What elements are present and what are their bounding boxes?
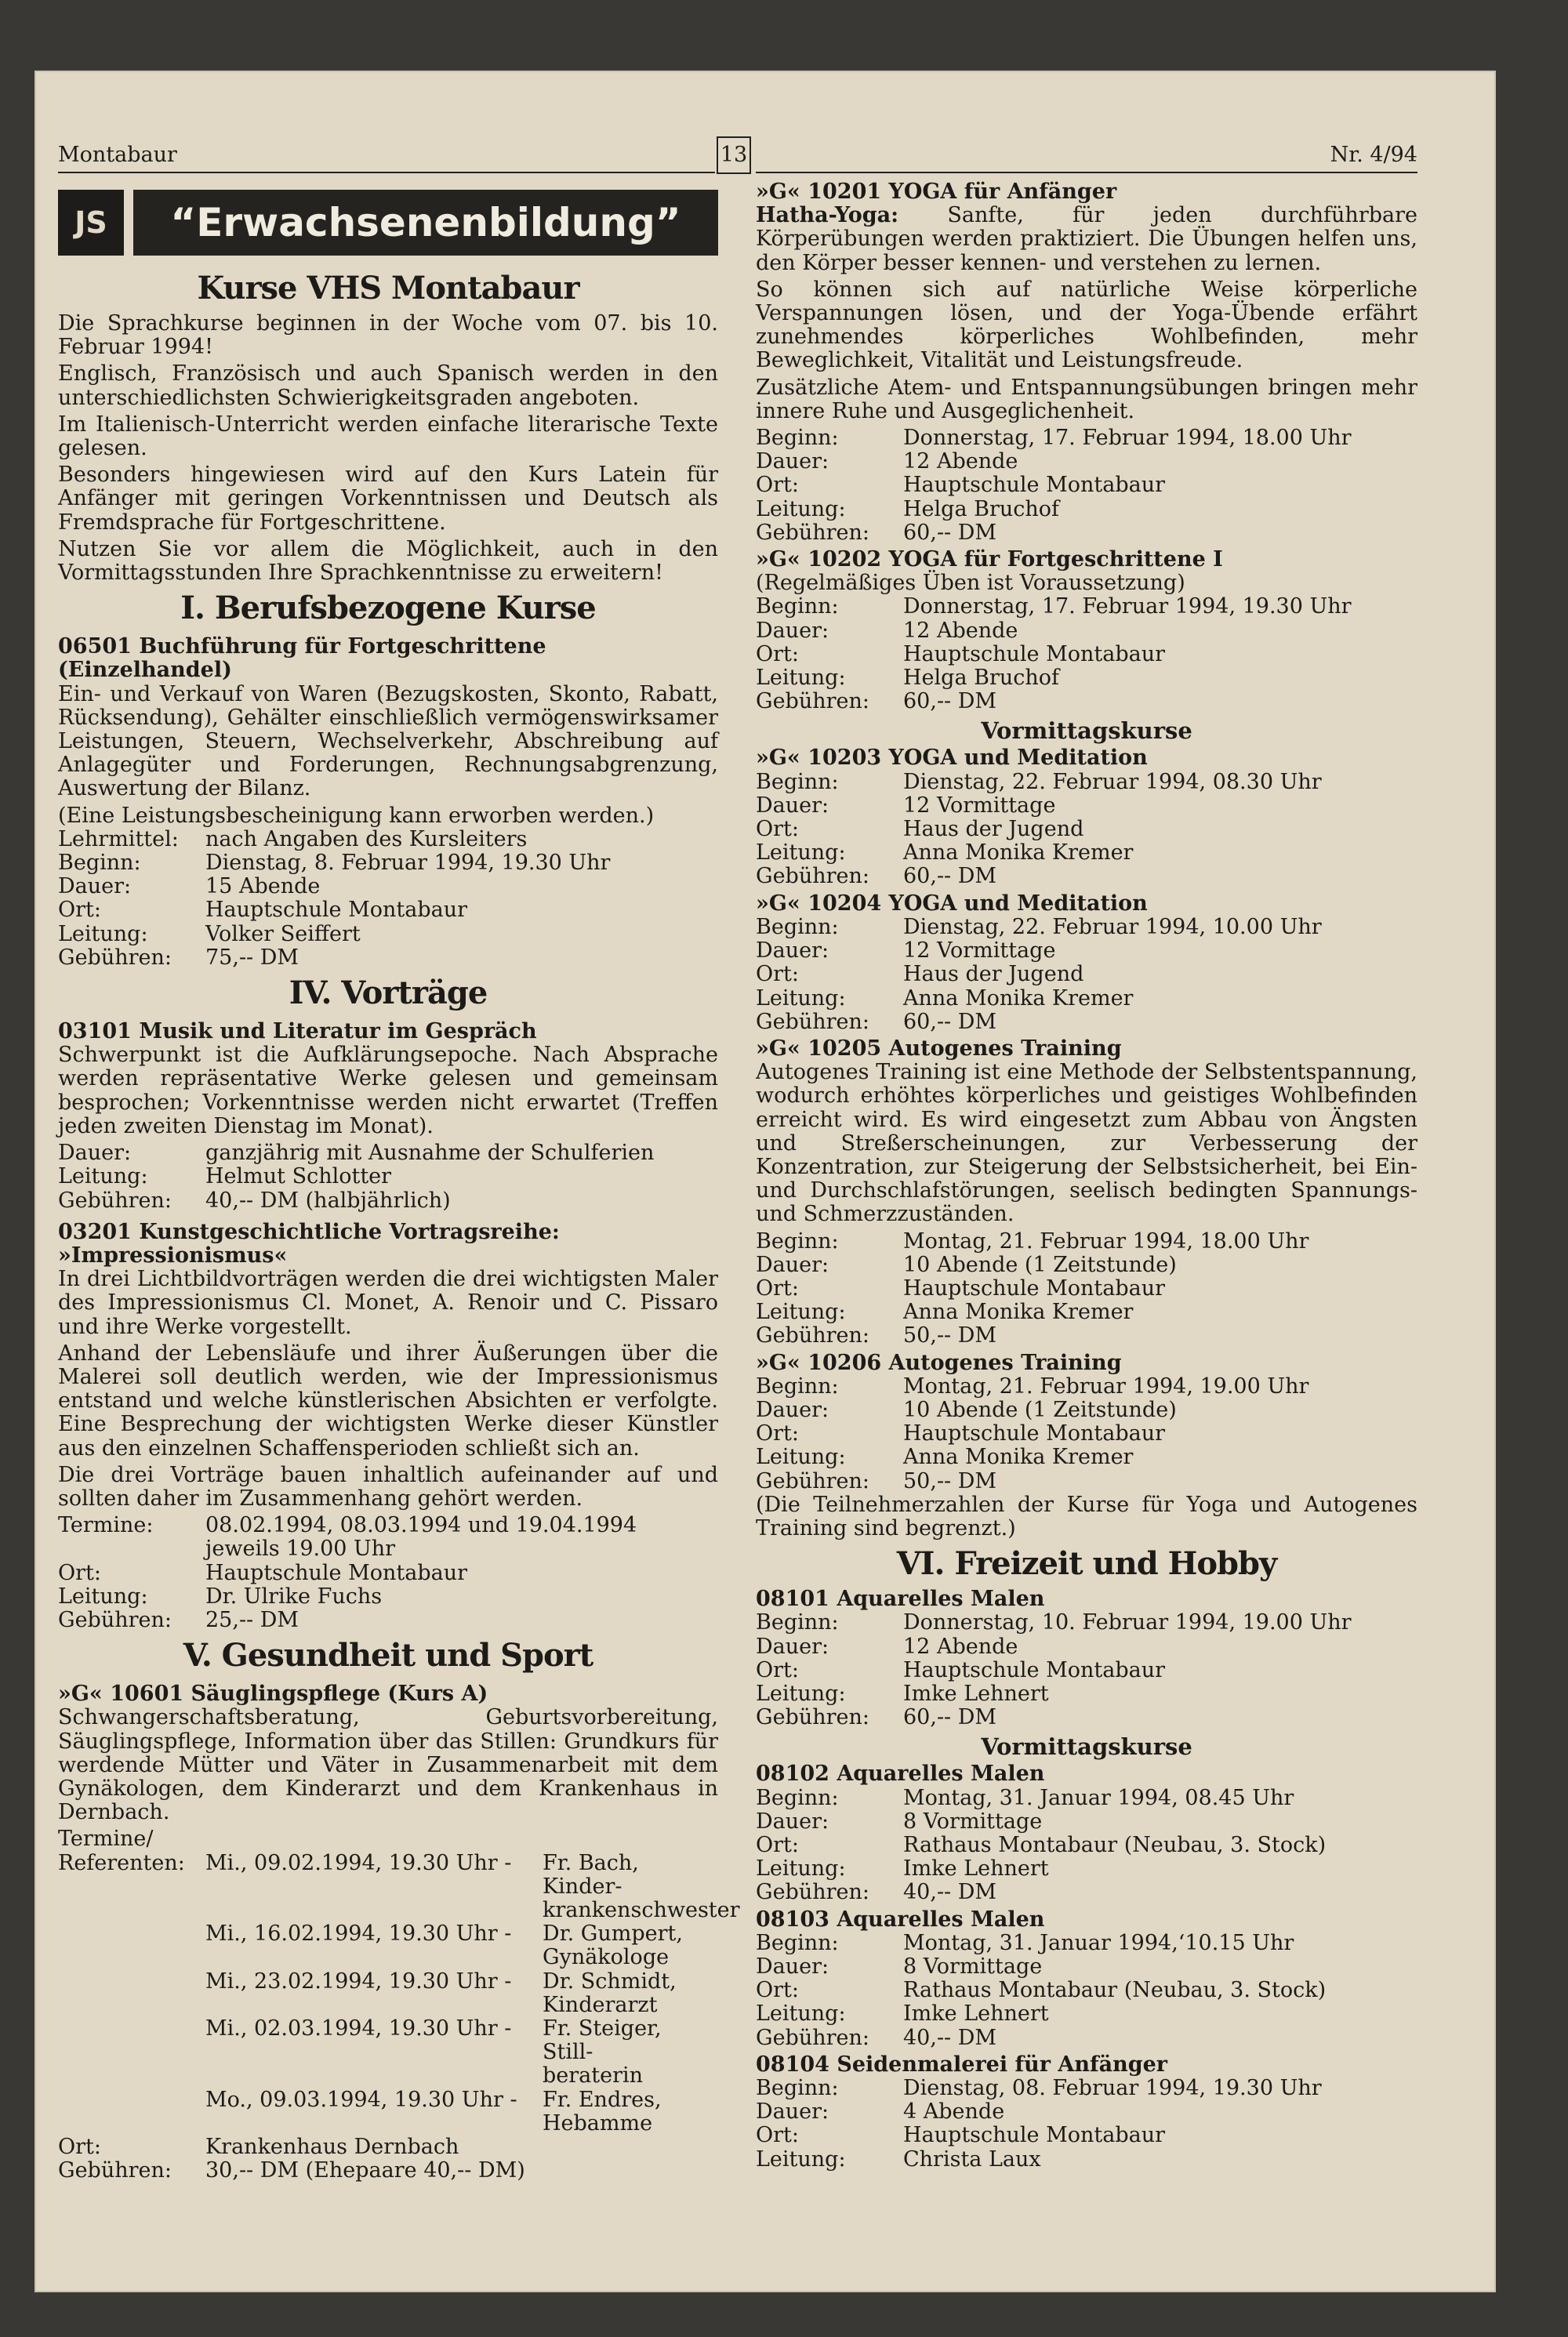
info-key: Beginn:	[756, 1610, 839, 1635]
info-row	[756, 2100, 1417, 2124]
info-key: Beginn:	[756, 769, 839, 794]
info-value: jeweils 19.00 Uhr	[205, 1537, 396, 1562]
course-description: Ein- und Verkauf von Waren (Bezugskosten, Skonto, Rabatt, Rücksendung), Gehälter einschließlich vermögenswirksamer Leistungen, Steuern, Wechselverkehr, Abschreibung auf Anlagegüter und Forderungen, Rechnungsabgrenzung, Auswertung der Bilanz.	[58, 681, 718, 801]
info-key: Gebühren:	[756, 1468, 869, 1493]
info-row	[58, 1514, 718, 1537]
info-row	[756, 1787, 1417, 1810]
info-key: Ort:	[58, 2135, 101, 2160]
info-row	[756, 1881, 1417, 1904]
info-value: nach Angaben des Kursleiters	[205, 826, 528, 851]
info-key: Gebühren:	[58, 1607, 172, 1632]
info-value: Dienstag, 8. Februar 1994, 19.30 Uhr	[205, 851, 611, 876]
schedule-speaker: Fr. Bach, Kinder-	[543, 1850, 639, 1899]
info-key: Ort:	[756, 2123, 799, 2148]
info-row	[58, 851, 718, 875]
info-key: Leitung:	[58, 921, 148, 946]
info-value: Dienstag, 08. Februar 1994, 19.30 Uhr	[903, 2076, 1322, 2101]
info-value: 12 Abende	[903, 618, 1018, 643]
info-row	[58, 2136, 718, 2159]
info-key: Dauer:	[58, 874, 132, 899]
info-row	[756, 2124, 1417, 2147]
intro-paragraph: Die Sprachkurse beginnen in der Woche vom 07. bis 10. Februar 1994!	[58, 311, 718, 360]
schedule-date: Mi., 02.03.1994, 19.30 Uhr -	[205, 2016, 512, 2041]
schedule-date: Mo., 09.03.1994, 19.30 Uhr -	[205, 2087, 517, 2112]
info-row	[58, 1141, 718, 1165]
info-row	[756, 450, 1417, 474]
info-value: 60,-- DM	[903, 864, 997, 889]
schedule-speaker-role: Hebamme	[543, 2110, 653, 2136]
info-value: Anna Monika Kremer	[903, 840, 1134, 865]
schedule-date: Mi., 09.02.1994, 19.30 Uhr -	[205, 1850, 512, 1875]
info-key: Gebühren:	[756, 864, 869, 889]
info-value: Volker Seiffert	[205, 921, 361, 946]
info-key: Gebühren:	[756, 1705, 869, 1730]
schedule-row	[58, 1994, 718, 2017]
info-key: Dauer:	[756, 938, 829, 963]
section-heading: V. Gesundheit und Sport	[183, 1637, 593, 1675]
schedule-speaker: Fr. Steiger, Still-	[543, 2016, 662, 2065]
schedule-speaker: Fr. Endres,	[543, 2087, 662, 2112]
info-value: 12 Vormittage	[903, 793, 1056, 818]
info-row	[756, 2002, 1417, 2026]
course-description-text: Sanfte, für jeden durchführbare Körperübungen werden praktiziert. Die Übungen helfen uns, den Körper besser kennen- und verstehen zu lernen.	[756, 203, 1417, 275]
info-value: 40,-- DM	[903, 2025, 997, 2050]
info-row	[756, 987, 1417, 1011]
schedule-speaker-role: Kinderarzt	[543, 1992, 658, 2017]
banner-title: “Erwachsenenbildung”	[133, 190, 718, 256]
schedule-speaker: Dr. Schmidt,	[543, 1969, 677, 1994]
info-row	[756, 666, 1417, 690]
info-key: Leitung:	[756, 2001, 846, 2027]
intro-paragraph: Englisch, Französisch und auch Spanisch werden in den unterschiedlichsten Schwierigkeitsgraden angeboten.	[58, 361, 718, 410]
course-note: (Eine Leistungsbescheinigung kann erworben werden.)	[58, 803, 655, 828]
info-key: Leitung:	[756, 1856, 846, 1882]
info-row	[58, 923, 718, 946]
info-key: Leitung:	[756, 1445, 846, 1470]
info-row	[756, 1254, 1417, 1277]
info-value: Montag, 31. Januar 1994,‘10.15 Uhr	[903, 1930, 1294, 1955]
info-row	[756, 595, 1417, 619]
info-row	[756, 916, 1417, 939]
info-value: 50,-- DM	[903, 1323, 997, 1348]
info-value: 60,-- DM	[903, 1705, 997, 1730]
info-key: Gebühren:	[756, 520, 869, 545]
info-key: Dauer:	[756, 1397, 829, 1422]
info-value: 40,-- DM (halbjährlich)	[205, 1188, 451, 1213]
info-row	[756, 1834, 1417, 1857]
info-key: Leitung:	[756, 2146, 846, 2172]
info-value: Helga Bruchof	[903, 496, 1060, 521]
course-description: Die drei Vorträge bauen inhaltlich aufeinander auf und sollten daher im Zusammenhang gehört werden.	[58, 1462, 718, 1511]
info-key: Ort:	[756, 817, 799, 842]
info-value: Haus der Jugend	[903, 817, 1084, 842]
info-key: Beginn:	[756, 1228, 839, 1254]
schedule-row	[58, 1897, 740, 1922]
info-row	[756, 1446, 1417, 1469]
info-row	[58, 2159, 718, 2183]
info-row	[58, 828, 718, 851]
course-description: In drei Lichtbildvorträgen werden die drei wichtigsten Maler des Impressionismus Cl. Monet, A. Renoir und C. Pissaro und ihre Werke vorgestellt.	[58, 1267, 718, 1339]
info-key: Dauer:	[756, 1252, 829, 1277]
info-key: Ort:	[756, 641, 799, 666]
course-title: 08101 Aquarelles Malen	[756, 1587, 1045, 1612]
info-value: 60,-- DM	[903, 689, 997, 714]
info-value: 75,-- DM	[205, 945, 299, 970]
info-row	[58, 946, 718, 970]
info-key: Ort:	[58, 1560, 101, 1585]
info-row	[756, 426, 1417, 450]
info-value: 60,-- DM	[903, 520, 997, 545]
info-row	[756, 1682, 1417, 1706]
header-rule-right	[756, 172, 1417, 173]
info-value: Anna Monika Kremer	[903, 1300, 1134, 1325]
info-row	[58, 1165, 718, 1188]
info-value: Haus der Jugend	[903, 962, 1084, 987]
info-key: Leitung:	[58, 1584, 148, 1609]
info-row	[756, 1011, 1417, 1034]
course-note: (Die Teilnehmerzahlen der Kurse für Yoga und Autogenes Training sind begrenzt.)	[756, 1492, 1417, 1540]
info-row	[756, 643, 1417, 666]
course-title: »G« 10205 Autogenes Training	[756, 1036, 1122, 1061]
info-row	[756, 2027, 1417, 2050]
info-key: Termine/	[58, 1827, 154, 1852]
info-row	[756, 1932, 1417, 1955]
schedule-speaker-role: krankenschwester	[543, 1897, 740, 1922]
info-value: Hauptschule Montabaur	[205, 898, 468, 923]
course-title: »G« 10201 YOGA für Anfänger	[756, 180, 1117, 204]
info-row	[756, 474, 1417, 497]
info-value: Dr. Ulrike Fuchs	[205, 1584, 383, 1609]
info-value: 60,-- DM	[903, 1009, 997, 1034]
info-row	[756, 1375, 1417, 1399]
info-row	[756, 1857, 1417, 1881]
right-column	[756, 180, 1417, 2172]
info-value: Imke Lehnert	[903, 1681, 1049, 1706]
info-value: 12 Abende	[903, 449, 1018, 474]
info-key: Gebühren:	[756, 1009, 869, 1034]
course-title: »G« 10601 Säuglingspflege (Kurs A)	[58, 1682, 488, 1707]
info-key: Termine:	[58, 1513, 154, 1538]
info-value: Hauptschule Montabaur	[205, 1560, 468, 1585]
course-title: »G« 10202 YOGA für Fortgeschrittene I	[756, 547, 1223, 572]
info-key: Gebühren:	[58, 2158, 172, 2183]
info-key: Beginn:	[756, 1930, 839, 1955]
info-value: ganzjährig mit Ausnahme der Schulferien	[205, 1141, 655, 1166]
info-row	[756, 1979, 1417, 2002]
course-title: »G« 10204 YOGA und Meditation	[756, 891, 1148, 916]
intro-title: Kurse VHS Montabaur	[197, 270, 579, 307]
info-key: Leitung:	[756, 985, 846, 1011]
info-key: Beginn:	[756, 1785, 839, 1810]
info-key: Leitung:	[756, 1681, 846, 1706]
info-value: Montag, 21. Februar 1994, 19.00 Uhr	[903, 1374, 1309, 1399]
schedule-date: Mi., 16.02.1994, 19.30 Uhr -	[205, 1921, 512, 1947]
course-title: 08102 Aquarelles Malen	[756, 1762, 1045, 1787]
info-value: Dienstag, 22. Februar 1994, 08.30 Uhr	[903, 769, 1322, 794]
info-value: Hauptschule Montabaur	[903, 1276, 1166, 1301]
info-value: Imke Lehnert	[903, 2001, 1049, 2027]
course-description: Zusätzliche Atem- und Entspannungsübungen bringen mehr innere Ruhe und Ausgeglichenheit.	[756, 375, 1417, 423]
info-value: Hauptschule Montabaur	[903, 473, 1166, 498]
info-value: Imke Lehnert	[903, 1856, 1049, 1882]
info-value: Rathaus Montabaur (Neubau, 3. Stock)	[903, 1978, 1327, 2003]
info-row	[756, 1611, 1417, 1635]
schedule-row	[58, 2112, 718, 2136]
info-key: Ort:	[756, 1421, 799, 1446]
info-value: Helmut Schlotter	[205, 1164, 392, 1189]
info-row	[58, 1537, 718, 1561]
info-row	[756, 1706, 1417, 1729]
course-subtitle: (Regelmäßiges Üben ist Voraussetzung)	[756, 571, 1185, 596]
info-row	[756, 619, 1417, 643]
page-header	[58, 140, 1417, 171]
info-key: Beginn:	[756, 426, 839, 451]
info-key: Ort:	[756, 1978, 799, 2003]
schedule-row	[58, 1852, 718, 1899]
subsection-heading: Vormittagskurse	[981, 1733, 1192, 1761]
info-key: Leitung:	[756, 496, 846, 521]
info-value: 15 Abende	[205, 874, 321, 899]
info-row	[58, 1562, 718, 1585]
info-value: Montag, 31. Januar 1994, 08.45 Uhr	[903, 1785, 1294, 1810]
info-row	[756, 1324, 1417, 1348]
course-title: »G« 10203 YOGA und Meditation	[756, 746, 1148, 771]
course-description	[756, 204, 1417, 275]
issue-number: Nr. 4/94	[1330, 143, 1417, 167]
section-heading: IV. Vorträge	[289, 974, 488, 1012]
schedule-row	[58, 1970, 718, 1994]
course-title: 03201 Kunstgeschichtliche Vortragsreihe: »Impressionismus«	[58, 1219, 560, 1268]
page-number: 13	[717, 136, 751, 174]
info-row	[756, 1399, 1417, 1422]
info-value: 12 Abende	[903, 1634, 1018, 1659]
info-value: 10 Abende (1 Zeitstunde)	[903, 1397, 1177, 1422]
info-value: 12 Vormittage	[903, 938, 1056, 963]
info-value: 08.02.1994, 08.03.1994 und 19.04.1994	[205, 1513, 637, 1538]
info-row	[58, 1609, 718, 1632]
info-row	[58, 875, 718, 898]
info-key: Dauer:	[756, 449, 829, 474]
subsection-heading: Vormittagskurse	[981, 717, 1192, 745]
info-value: Rathaus Montabaur (Neubau, 3. Stock)	[903, 1833, 1327, 1857]
info-value: Hauptschule Montabaur	[903, 1657, 1166, 1682]
info-row	[756, 521, 1417, 545]
info-value: 8 Vormittage	[903, 1954, 1043, 1980]
info-key: Ort:	[756, 1833, 799, 1857]
info-row	[58, 898, 718, 922]
info-row	[756, 690, 1417, 713]
info-key: Beginn:	[756, 594, 839, 619]
course-lead: Hatha-Yoga:	[756, 203, 899, 228]
info-key: Gebühren:	[756, 2025, 869, 2050]
info-key: Gebühren:	[756, 689, 869, 714]
info-row	[756, 1301, 1417, 1324]
intro-paragraph: Besonders hingewiesen wird auf den Kurs Latein für Anfänger mit geringen Vorkenntnissen und Deutsch als Fremdsprache für Fortgeschrittene.	[58, 463, 718, 535]
info-value: Hauptschule Montabaur	[903, 2123, 1166, 2148]
info-value: 50,-- DM	[903, 1468, 997, 1493]
info-row	[756, 1635, 1417, 1659]
info-key: Gebühren:	[58, 945, 172, 970]
info-key: Ort:	[756, 473, 799, 498]
info-row	[756, 818, 1417, 841]
info-row	[756, 794, 1417, 818]
info-value: 4 Abende	[903, 2099, 1005, 2125]
info-key: Leitung:	[756, 1300, 846, 1325]
info-value: Christa Laux	[903, 2146, 1041, 2172]
info-value: 10 Abende (1 Zeitstunde)	[903, 1252, 1177, 1277]
left-column	[58, 187, 740, 2183]
info-value: Donnerstag, 17. Februar 1994, 18.00 Uhr	[903, 426, 1352, 451]
info-value: Donnerstag, 17. Februar 1994, 19.30 Uhr	[903, 594, 1352, 619]
header-rule-left	[58, 172, 715, 173]
course-description: Schwangerschaftsberatung, Geburtsvorbereitung, Säuglingspflege, Information über das Stillen: Grundkurs für werdende Mütter und Väter in Zusammenarbeit mit dem Gynäkologen, dem Kinderarzt und dem Krankenhaus in Dernbach.	[58, 1705, 718, 1825]
course-description: Anhand der Lebensläufe und ihrer Äußerungen über die Malerei soll deutlich werden, wie der Impressionismus entstand und welche künstlerischen Absichten er verfolgte. Eine Besprechung der wichtigsten Werke dieser Künstler aus den einzelnen Schaffensperioden schließt sich an.	[58, 1341, 718, 1461]
info-row	[756, 865, 1417, 888]
schedule-row	[58, 2064, 718, 2088]
info-key: Ort:	[756, 1276, 799, 1301]
schedule-row	[58, 2088, 718, 2112]
info-row	[756, 1422, 1417, 1446]
info-key: Dauer:	[756, 1809, 829, 1834]
schedule-row	[58, 1922, 718, 1946]
info-key: Leitung:	[756, 666, 846, 691]
info-key: Dauer:	[756, 2099, 829, 2125]
schedule-row	[58, 2017, 718, 2064]
info-key: Beginn:	[756, 1374, 839, 1399]
course-title: 03101 Musik und Literatur im Gespräch	[58, 1019, 537, 1044]
info-key: Leitung:	[58, 1164, 148, 1189]
info-value: Montag, 21. Februar 1994, 18.00 Uhr	[903, 1228, 1309, 1254]
info-key: Leitung:	[756, 840, 846, 865]
info-row	[756, 939, 1417, 963]
course-title: »G« 10206 Autogenes Training	[756, 1350, 1122, 1375]
course-title: 08103 Aquarelles Malen	[756, 1907, 1045, 1932]
info-value: Donnerstag, 10. Februar 1994, 19.00 Uhr	[903, 1610, 1352, 1635]
schedule-row	[58, 1946, 718, 1969]
info-key: Ort:	[756, 1657, 799, 1682]
info-value: Dienstag, 22. Februar 1994, 10.00 Uhr	[903, 914, 1322, 939]
info-key: Ort:	[58, 898, 101, 923]
info-value: 40,-- DM	[903, 1880, 997, 1905]
info-key: Dauer:	[756, 1954, 829, 1980]
info-key: Gebühren:	[58, 1188, 172, 1213]
info-row	[756, 963, 1417, 986]
info-key: Dauer:	[756, 793, 829, 818]
schedule-speaker-role: Gynäkologe	[543, 1945, 670, 1970]
section-heading: VI. Freizeit und Hobby	[896, 1545, 1277, 1583]
course-description: Schwerpunkt ist die Aufklärungsepoche. Nach Absprache werden repräsentative Werke gelesen und gemeinsam besprochen; Vorkenntnisse werden nicht erwartet (Treffen jeden zweiten Dienstag im Monat).	[58, 1043, 718, 1138]
info-value: Anna Monika Kremer	[903, 985, 1134, 1011]
info-row	[756, 771, 1417, 794]
info-key: Dauer:	[756, 1634, 829, 1659]
section-heading: I. Berufsbezogene Kurse	[180, 590, 596, 627]
info-row	[58, 1189, 718, 1213]
info-value: 8 Vormittage	[903, 1809, 1043, 1834]
info-row	[756, 1955, 1417, 1979]
info-row	[756, 498, 1417, 521]
info-key: Gebühren:	[756, 1323, 869, 1348]
intro-paragraph: Im Italienisch-Unterricht werden einfache literarische Texte gelesen.	[58, 412, 718, 461]
info-row	[58, 1585, 718, 1609]
info-value: Hauptschule Montabaur	[903, 1421, 1166, 1446]
schedule-date: Mi., 23.02.1994, 19.30 Uhr -	[205, 1969, 512, 1994]
info-row	[756, 2148, 1417, 2172]
course-title: 06501 Buchführung für Fortgeschrittene (Einzelhandel)	[58, 634, 546, 683]
course-description: Autogenes Training ist eine Methode der Selbstentspannung, wodurch erhöhtes körperliches und geistiges Wohlbefinden erreicht wird. Es wird eingesetzt zum Abbau von Ängsten und Streßerscheinungen, zur Verbesserung der Konzentration, zur Steigerung der Selbstsicherheit, bei Ein- und Durchschlafstörungen, seelisch bedingten Spannungs- und Schmerzzuständen.	[756, 1060, 1417, 1227]
logo: JS	[58, 190, 124, 256]
info-row	[756, 2077, 1417, 2100]
info-row	[756, 841, 1417, 865]
info-key: Lehrmittel:	[58, 826, 179, 851]
info-key: Dauer:	[756, 618, 829, 643]
info-key: Beginn:	[756, 914, 839, 939]
info-row	[756, 1659, 1417, 1682]
schedule-speaker: Dr. Gumpert,	[543, 1921, 683, 1947]
info-key: Ort:	[756, 962, 799, 987]
info-key: Beginn:	[756, 2076, 839, 2101]
info-row	[756, 1810, 1417, 1834]
info-key: Dauer:	[58, 1141, 132, 1166]
info-value: Anna Monika Kremer	[903, 1445, 1134, 1470]
info-row	[756, 1470, 1417, 1493]
schedule-speaker-role: beraterin	[543, 2063, 644, 2088]
info-key: Gebühren:	[756, 1880, 869, 1905]
info-value: Krankenhaus Dernbach	[205, 2135, 459, 2160]
intro-paragraph: Nutzen Sie vor allem die Möglichkeit, auch in den Vormittagsstunden Ihre Sprachkenntnisse zu erweitern!	[58, 536, 718, 586]
info-key: Beginn:	[58, 851, 141, 876]
course-title: 08104 Seidenmalerei für Anfänger	[756, 2052, 1167, 2077]
info-row	[756, 1277, 1417, 1301]
course-description: So können sich auf natürliche Weise körperliche Verspannungen lösen, und der Yoga-Übende erfährt zunehmendes körperliches Wohlbefinden, mehr Beweglichkeit, Vitalität und Leistungsfreude.	[756, 277, 1417, 373]
info-key: Referenten:	[58, 1850, 185, 1875]
info-value: Helga Bruchof	[903, 666, 1060, 691]
header-town: Montabaur	[58, 143, 177, 167]
info-value: 30,-- DM (Ehepaare 40,-- DM)	[205, 2158, 525, 2183]
info-value: 25,-- DM	[205, 1607, 299, 1632]
info-row	[756, 1230, 1417, 1254]
info-value: Hauptschule Montabaur	[903, 641, 1166, 666]
section-banner	[58, 187, 718, 259]
